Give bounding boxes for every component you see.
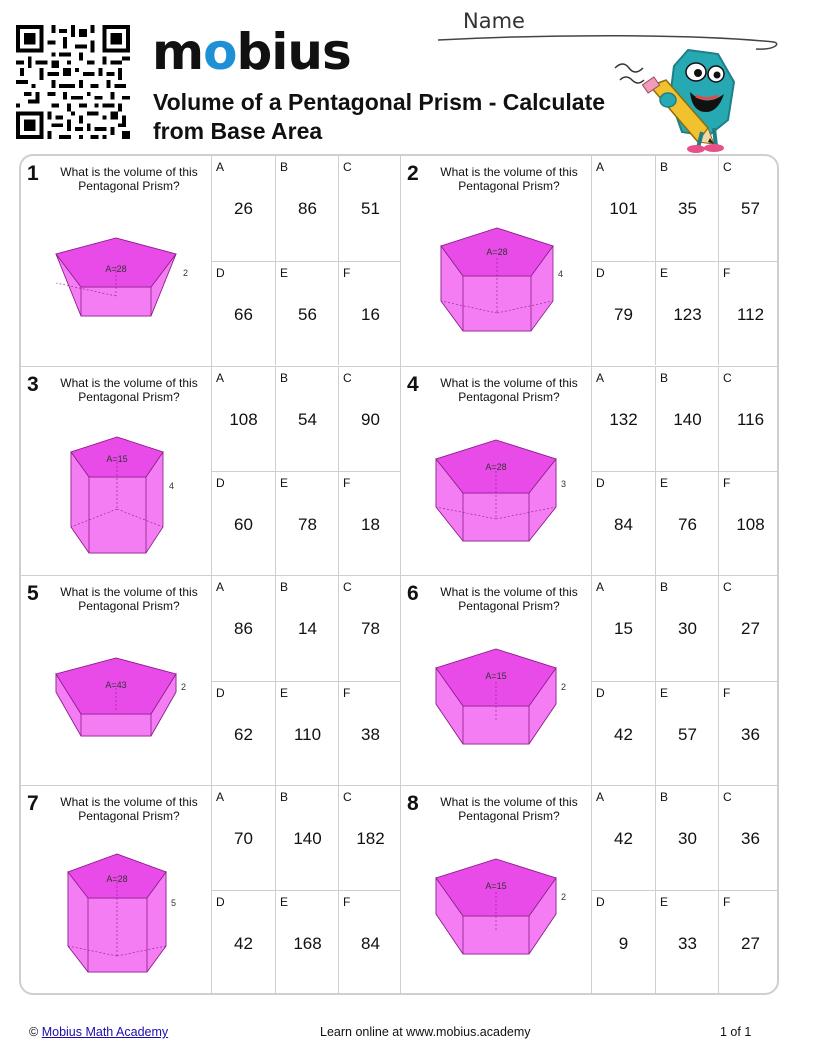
question-text: What is the volume of this Pentagonal Prism?: [60, 375, 198, 404]
answer-letter: E: [660, 685, 669, 700]
answer-letter: B: [280, 160, 289, 174]
answer-letter: F: [343, 685, 351, 700]
answer-option-e[interactable]: [655, 681, 718, 786]
answer-value: 140: [293, 828, 322, 848]
answer-option-e[interactable]: [655, 890, 718, 995]
answer-letter: A: [596, 370, 605, 385]
answer-grid: [591, 786, 779, 995]
height-label: 2: [181, 682, 187, 692]
answer-value: 56: [298, 304, 317, 324]
answer-value: 132: [609, 409, 638, 429]
answer-value: 42: [614, 724, 633, 744]
answer-letter: C: [723, 789, 732, 804]
base-area-label: A=28: [485, 461, 507, 472]
answer-option-d[interactable]: [592, 261, 655, 366]
answer-option-a[interactable]: [212, 786, 275, 891]
answer-value: 9: [618, 934, 629, 953]
mascot-pencil-icon: [610, 40, 740, 155]
answer-letter: B: [280, 789, 289, 804]
answer-option-b[interactable]: [655, 576, 718, 681]
answer-letter: B: [660, 160, 669, 174]
answer-value: 30: [678, 828, 697, 848]
answer-option-d[interactable]: [592, 681, 655, 786]
answer-option-c[interactable]: [338, 786, 401, 891]
answer-grid: [211, 576, 401, 785]
answer-option-f[interactable]: [718, 471, 779, 576]
answer-value: 16: [361, 304, 380, 324]
answer-letter: F: [723, 265, 731, 280]
answer-letter: D: [596, 476, 605, 490]
question-panel: [401, 156, 591, 366]
answer-value: 86: [298, 199, 317, 218]
qr-code-icon: [16, 25, 130, 139]
answer-value: 60: [234, 515, 253, 534]
answer-value: 140: [673, 409, 702, 429]
answer-letter: F: [343, 265, 351, 280]
base-area-label: A=15: [485, 671, 507, 681]
question-text: What is the volume of this Pentagonal Prism?: [60, 585, 198, 613]
answer-value: 18: [361, 515, 380, 534]
answer-letter: F: [723, 685, 731, 700]
question-number: 5: [27, 582, 39, 605]
answer-letter: A: [216, 160, 225, 174]
question-card-2: [400, 156, 779, 366]
question-card-8: [400, 785, 779, 995]
answer-value: 57: [741, 199, 760, 218]
height-label: 2: [561, 682, 567, 692]
question-text: What is the volume of this Pentagonal Prism?: [60, 165, 198, 193]
base-area-label: A=15: [106, 453, 128, 464]
mobius-academy-link[interactable]: Mobius Math Academy: [41, 1025, 169, 1039]
answer-value: 54: [298, 409, 317, 429]
question-number: 6: [407, 582, 419, 605]
pentagonal-prism-figure: [21, 367, 211, 576]
question-panel: [401, 576, 591, 785]
answer-option-f[interactable]: [718, 261, 779, 366]
height-label: 4: [169, 480, 175, 491]
question-text: What is the volume of this Pentagonal Prism?: [60, 794, 198, 823]
answer-letter: D: [596, 265, 605, 280]
answer-option-d[interactable]: [212, 681, 275, 786]
answer-grid: [211, 156, 401, 366]
answer-option-e[interactable]: [655, 471, 718, 576]
answer-letter: E: [280, 476, 289, 490]
answer-option-b[interactable]: [275, 367, 338, 472]
answer-letter: A: [596, 580, 605, 594]
answer-letter: B: [280, 370, 289, 385]
answer-letter: D: [596, 685, 605, 700]
answer-value: 84: [361, 934, 380, 953]
question-card-3: [21, 366, 400, 576]
answer-option-b[interactable]: [275, 786, 338, 891]
answer-value: 76: [678, 515, 697, 534]
answer-letter: E: [280, 685, 289, 700]
answer-letter: D: [216, 476, 225, 490]
question-card-5: [21, 575, 400, 785]
answer-value: 108: [229, 409, 258, 429]
pentagonal-prism-figure: [21, 576, 211, 785]
answer-value: 14: [298, 619, 317, 638]
answer-value: 116: [736, 409, 765, 429]
answer-letter: B: [660, 789, 669, 804]
height-label: 4: [558, 269, 564, 279]
answer-option-a[interactable]: [212, 576, 275, 681]
answer-grid: [211, 367, 401, 576]
answer-letter: A: [596, 160, 605, 174]
answer-value: 66: [234, 304, 253, 324]
answer-option-e[interactable]: [275, 261, 338, 366]
answer-value: 78: [361, 619, 380, 638]
answer-value: 101: [609, 199, 638, 218]
question-card-4: [400, 366, 779, 576]
answer-value: 182: [356, 828, 385, 848]
answer-option-f[interactable]: [338, 471, 401, 576]
answer-option-a[interactable]: [212, 367, 275, 472]
pentagonal-prism-figure: [401, 156, 591, 365]
answer-option-f[interactable]: [338, 681, 401, 786]
answer-letter: D: [216, 685, 225, 700]
answer-option-c[interactable]: [338, 367, 401, 472]
answer-grid: [591, 576, 779, 785]
answer-grid: [211, 786, 401, 995]
answer-letter: A: [596, 789, 605, 804]
answer-letter: E: [660, 476, 669, 490]
answer-letter: C: [343, 580, 352, 594]
answer-letter: E: [280, 895, 289, 909]
answer-option-b[interactable]: [655, 156, 718, 261]
answer-value: 42: [234, 934, 253, 953]
answer-letter: F: [343, 895, 351, 909]
answer-value: 15: [614, 619, 633, 638]
answer-option-c[interactable]: [718, 156, 779, 261]
answer-value: 35: [678, 199, 697, 218]
answer-value: 70: [234, 828, 253, 848]
answer-value: 78: [298, 515, 317, 534]
answer-value: 168: [293, 934, 322, 953]
height-label: 2: [561, 891, 567, 902]
answer-value: 108: [736, 515, 765, 534]
answer-option-d[interactable]: [592, 890, 655, 995]
question-panel: [21, 156, 211, 366]
base-area-label: A=28: [106, 873, 128, 884]
answer-option-d[interactable]: [212, 261, 275, 366]
base-area-label: A=43: [105, 680, 127, 690]
name-label: Name: [463, 9, 525, 33]
answer-value: 33: [678, 934, 697, 953]
answer-option-c[interactable]: [338, 156, 401, 261]
question-panel: [401, 786, 591, 995]
answer-letter: D: [216, 895, 225, 909]
answer-option-e[interactable]: [275, 681, 338, 786]
pentagonal-prism-figure: [401, 576, 591, 785]
answer-value: 51: [361, 199, 380, 218]
mobius-logo: mobius: [152, 23, 351, 81]
answer-value: 90: [361, 409, 380, 429]
answer-letter: B: [280, 580, 289, 594]
answer-value: 57: [678, 724, 697, 744]
answer-option-e[interactable]: [275, 890, 338, 995]
answer-option-e[interactable]: [655, 261, 718, 366]
answer-value: 27: [741, 934, 760, 953]
answer-letter: B: [660, 580, 669, 594]
answer-option-d[interactable]: [212, 890, 275, 995]
answer-option-f[interactable]: [338, 261, 401, 366]
answer-value: 27: [741, 619, 760, 638]
question-text: What is the volume of this Pentagonal Prism?: [440, 375, 578, 404]
question-panel: [21, 367, 211, 576]
answer-letter: C: [723, 370, 732, 385]
answer-letter: E: [660, 895, 669, 909]
base-area-label: A=28: [105, 264, 127, 274]
height-label: 3: [561, 478, 567, 489]
answer-value: 38: [361, 724, 380, 744]
answer-option-a[interactable]: [212, 156, 275, 261]
answer-option-f[interactable]: [718, 681, 779, 786]
answer-letter: D: [596, 895, 605, 909]
answer-option-a[interactable]: [592, 367, 655, 472]
question-number: 4: [407, 372, 419, 396]
answer-letter: E: [660, 265, 669, 280]
answer-option-b[interactable]: [275, 156, 338, 261]
answer-option-d[interactable]: [212, 471, 275, 576]
answer-value: 36: [741, 724, 760, 744]
question-panel: [401, 367, 591, 576]
question-text: What is the volume of this Pentagonal Prism?: [440, 165, 578, 193]
answer-option-a[interactable]: [592, 156, 655, 261]
answer-letter: F: [723, 476, 731, 490]
answer-letter: F: [343, 476, 351, 490]
answer-option-c[interactable]: [718, 576, 779, 681]
answer-letter: F: [723, 895, 731, 909]
question-text: What is the volume of this Pentagonal Prism?: [440, 585, 578, 613]
question-card-6: [400, 575, 779, 785]
pentagonal-prism-figure: [401, 786, 591, 995]
answer-letter: A: [216, 580, 225, 594]
question-number: 7: [27, 791, 39, 815]
answer-letter: A: [216, 789, 225, 804]
answer-option-b[interactable]: [275, 576, 338, 681]
page-number: 1 of 1: [720, 1025, 752, 1039]
page-title: Volume of a Pentagonal Prism - Calculate from Base Area: [153, 89, 606, 144]
answer-grid: [591, 367, 779, 576]
answer-letter: C: [343, 789, 352, 804]
answer-value: 26: [234, 199, 253, 218]
question-number: 2: [407, 162, 419, 185]
question-number: 8: [407, 791, 419, 815]
answer-letter: C: [723, 160, 732, 174]
answer-option-a[interactable]: [592, 576, 655, 681]
answer-letter: D: [216, 265, 225, 280]
height-label: 5: [171, 897, 177, 908]
answer-value: 110: [293, 724, 322, 744]
question-card-1: [21, 156, 400, 366]
question-panel: [21, 576, 211, 785]
question-text: What is the volume of this Pentagonal Prism?: [440, 794, 578, 823]
answer-value: 84: [614, 515, 633, 534]
question-panel: [21, 786, 211, 995]
answer-option-d[interactable]: [592, 471, 655, 576]
answer-value: 62: [234, 724, 253, 744]
footer-learn-online: Learn online at www.mobius.academy: [320, 1025, 531, 1039]
answer-option-e[interactable]: [275, 471, 338, 576]
answer-value: 123: [673, 304, 702, 324]
answer-option-f[interactable]: [338, 890, 401, 995]
answer-option-a[interactable]: [592, 786, 655, 891]
answer-value: 86: [234, 619, 253, 638]
answer-letter: C: [343, 160, 352, 174]
worksheet-grid: [19, 154, 779, 995]
pentagonal-prism-figure: [21, 156, 211, 365]
answer-option-c[interactable]: [718, 786, 779, 891]
height-label: 2: [183, 268, 189, 278]
answer-letter: C: [723, 580, 732, 594]
base-area-label: A=15: [485, 880, 507, 891]
answer-letter: B: [660, 370, 669, 385]
answer-grid: [591, 156, 779, 366]
answer-letter: C: [343, 370, 352, 385]
answer-value: 30: [678, 619, 697, 638]
answer-value: 42: [614, 828, 633, 848]
question-number: 3: [27, 372, 39, 396]
base-area-label: A=28: [486, 247, 508, 257]
question-number: 1: [27, 162, 39, 185]
question-card-7: [21, 785, 400, 995]
pentagonal-prism-figure: [21, 786, 211, 995]
logo-drop-icon: o: [203, 23, 237, 81]
answer-option-c[interactable]: [338, 576, 401, 681]
answer-option-c[interactable]: [718, 367, 779, 472]
answer-value: 112: [736, 304, 765, 324]
answer-letter: A: [216, 370, 225, 385]
answer-option-b[interactable]: [655, 786, 718, 891]
answer-value: 79: [614, 304, 633, 324]
answer-value: 36: [741, 828, 760, 848]
answer-option-f[interactable]: [718, 890, 779, 995]
pentagonal-prism-figure: [401, 367, 591, 576]
footer-copyright: © Mobius Math Academy: [29, 1025, 169, 1039]
answer-option-b[interactable]: [655, 367, 718, 472]
answer-letter: E: [280, 265, 289, 280]
